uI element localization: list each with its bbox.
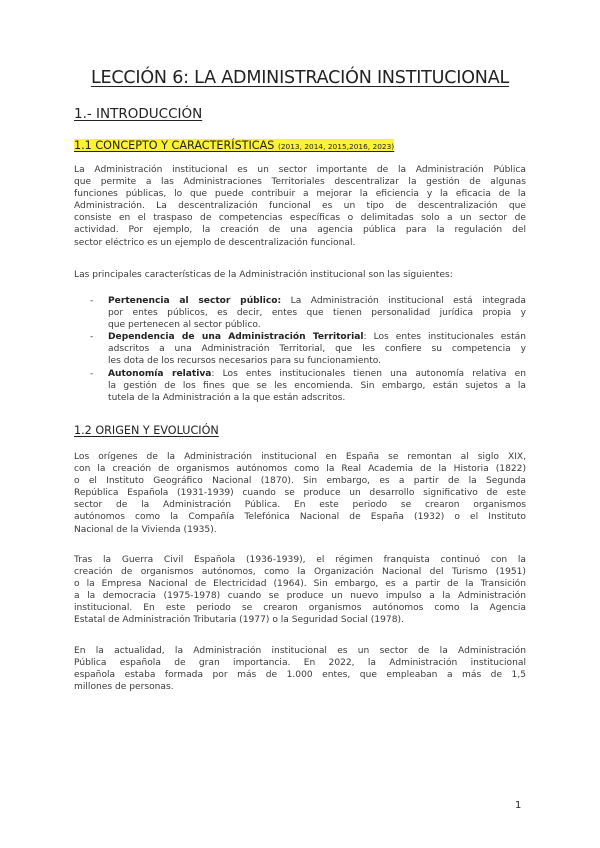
subsection-heading-concepto (74, 139, 394, 152)
text-line: Las principales características de la Administración institucional son las siguientes: (74, 270, 453, 280)
text-line: La Administración institucional es un sector importante de la Administración Pública (74, 165, 526, 175)
text-line: sector de la Administración Pública. En este periodo se crearon organismos (74, 500, 526, 511)
subsection-heading-origen: 1.2 ORIGEN Y EVOLUCIÓN (74, 424, 219, 437)
paragraph-concepto (74, 164, 526, 249)
text-line: adscritos a una Administración Territorial, que les confiere su competencia y (108, 344, 526, 355)
text-line: Tras la Guerra Civil Española (1936-1939), el régimen franquista continuó con la (74, 555, 526, 565)
text-line: la gestión de los fines que se les encomienda. Sin embargo, están sujetos a la (108, 380, 526, 391)
text-line: tutela de la Administración a la que están adscritos. (108, 392, 346, 403)
text-line (108, 331, 526, 343)
text-line: creación de organismos autónomos, como la Organización Nacional del Turismo (1951) (74, 567, 526, 578)
paragraph-franquismo (74, 554, 526, 627)
list-dash: - (90, 296, 94, 306)
text-line: consiste en el traspaso de competencias específicas o delimitadas solo a un sector de (74, 213, 526, 224)
list-dash: - (90, 368, 94, 379)
document-title: LECCIÓN 6: LA ADMINISTRACIÓN INSTITUCIONAL (90, 68, 510, 88)
term-dependencia: Dependencia de una Administración Territorial (108, 332, 364, 343)
term-autonomia: Autonomía relativa (108, 368, 212, 379)
text-line: millones de personas. (74, 682, 174, 693)
text-fragment: : Los entes institucionales están (363, 332, 526, 343)
text-line: autónomos como la Compañía Telefónica Nacional de España (1932) o el Instituto (74, 512, 526, 523)
text-line: funciones públicas, lo que puede contribuir a mejorar la eficiencia y la eficacia de la (74, 189, 526, 200)
text-line: que pertenecen al sector público. (108, 320, 261, 331)
text-line: les dota de los recursos necesarios para su funcionamiento. (108, 356, 382, 367)
section-heading-introduccion: 1.- INTRODUCCIÓN (74, 106, 203, 122)
page-number: 1 (515, 800, 522, 811)
text-line: institucional. En este periodo se crearon organismos autónomos como la Agencia (74, 603, 526, 614)
text-line: Administración. La descentralización funcional es un tipo de descentralización que (74, 201, 526, 212)
text-line: República Española (1931-1939) cuando se produce un desarrollo significativo de este (74, 488, 526, 499)
list-item-pertenencia (74, 295, 526, 331)
exam-years: (2013, 2014, 2015,2016, 2023) (277, 142, 395, 151)
list-item-dependencia (74, 331, 526, 367)
term-pertenencia: Pertenencia al sector público: (108, 296, 282, 306)
paragraph-caracteristicas-intro (74, 269, 526, 281)
paragraph-actualidad (74, 645, 526, 693)
text-line: por entes públicos, es decir, entes que tienen personalidad jurídica propia y (108, 308, 526, 319)
text-line: o la Empresa Nacional de Electricidad (1964). Sin embargo, es a partir de la Transición (74, 579, 526, 590)
text-line: o el Instituto Geográfico Nacional (1870). Sin embargo, es a partir de la Segunda (74, 476, 526, 487)
subsection-heading-concepto-text: 1.1 CONCEPTO Y CARACTERÍSTICAS (74, 139, 275, 152)
text-line: sector eléctrico es un ejemplo de descentralización funcional. (74, 237, 356, 248)
text-line: En la actualidad, la Administración institucional es un sector de la Administración (74, 646, 526, 656)
text-line: Los orígenes de la Administración institucional en España se remontan al siglo XIX, (74, 452, 526, 462)
text-line: con la creación de organismos autónomos como la Real Academia de la Historia (1822) (74, 464, 526, 475)
text-line: actividad. Por ejemplo, la creación de una agencia pública para la regulación del (74, 225, 526, 236)
text-line: española estaba formada por más de 1.000 entes, que empleaban a más de 1,5 (74, 670, 526, 681)
text-line: Pública española de gran importancia. En 2022, la Administración institucional (74, 658, 526, 669)
text-fragment: La Administración institucional está integrada (281, 296, 526, 306)
text-line: que permite a las Administraciones Territoriales descentralizar la gestión de algunas (74, 177, 526, 188)
text-line: Estatal de Administración Tributaria (1977) o la Seguridad Social (1978). (74, 615, 404, 626)
text-line: Nacional de la Vivienda (1935). (74, 524, 217, 535)
text-fragment: : Los entes institucionales tienen una autonomía relativa en (211, 368, 526, 379)
text-line (108, 368, 526, 380)
list-dash: - (90, 332, 94, 343)
text-line: a la democracia (1975-1978) cuando se produce un nuevo impulso a la Administración (74, 591, 526, 602)
list-item-autonomia (74, 368, 526, 404)
paragraph-origenes (74, 451, 526, 536)
characteristics-list (74, 295, 526, 404)
text-line (108, 295, 526, 307)
